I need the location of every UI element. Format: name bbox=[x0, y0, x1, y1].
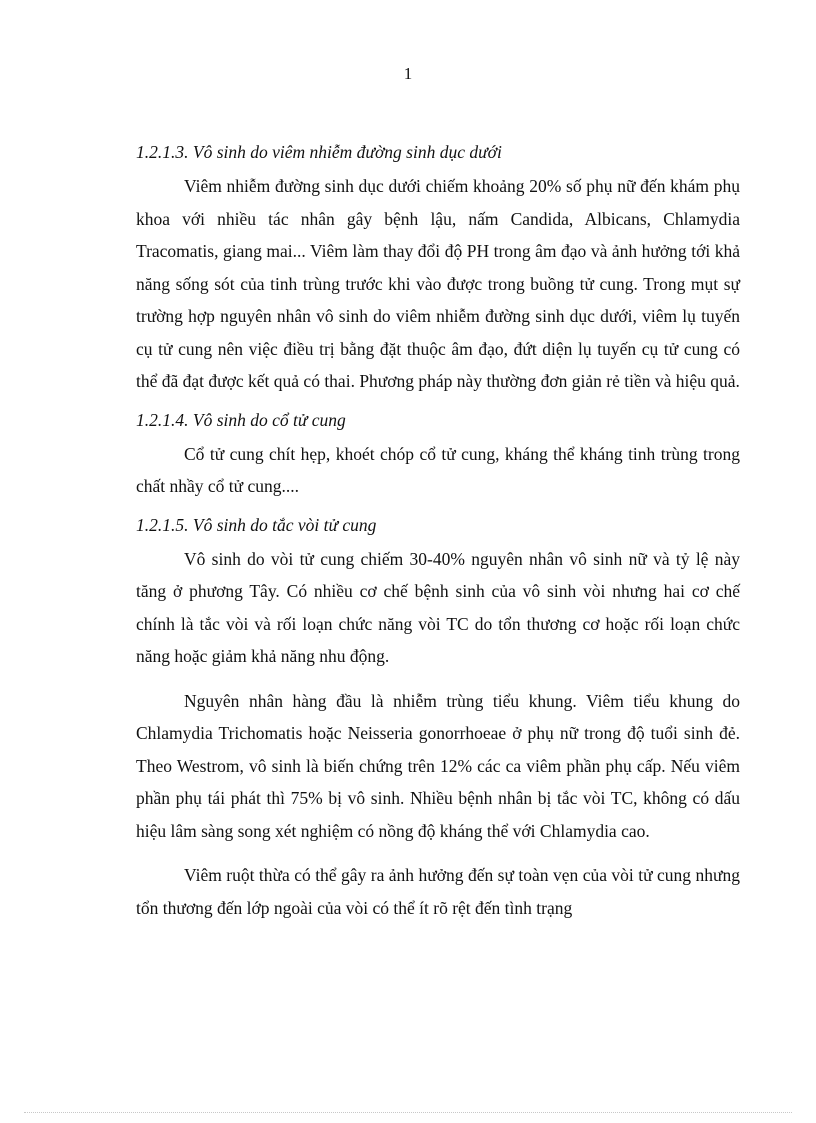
page-number: 1 bbox=[403, 64, 413, 83]
section-heading-1-2-1-4: 1.2.1.4. Vô sinh do cổ tử cung bbox=[136, 409, 346, 430]
document-body bbox=[136, 138, 740, 924]
paragraph-cervix: Cổ tử cung chít hẹp, khoét chóp cổ tử cung, kháng thể kháng tinh trùng trong chất nhầy cổ tử cung.... bbox=[136, 443, 740, 496]
footer-divider bbox=[24, 1112, 792, 1113]
section-heading-1-2-1-5: 1.2.1.5. Vô sinh do tắc vòi tử cung bbox=[136, 514, 377, 535]
paragraph-lower-genital-infection: Viêm nhiễm đường sinh dục dưới chiếm khoảng 20% số phụ nữ đến khám phụ khoa với nhiều tác nhân gây bệnh lậu, nấm Candida, Albicans, Chlamydia Tracomatis, giang mai... Viêm làm thay đổi độ PH trong âm đạo và ảnh hưởng tới khả năng sống sót của tinh trùng trước khi vào được trong buồng tử cung. Trong mụt sự trường hợp nguyên nhân vô sinh do viêm nhiễm đường sinh dục dưới, viêm lụ tuyến cụ tử cung nên việc điều trị bằng đặt thuộc âm đạo, đứt diện lụ tuyến cụ tử cung có thể đã đạt được kết quả có thai. Phương pháp này thường đơn giản rẻ tiền và hiệu quả. bbox=[136, 176, 740, 391]
paragraph-pelvic-infection: Nguyên nhân hàng đầu là nhiễm trùng tiểu khung. Viêm tiểu khung do Chlamydia Trichomatis hoặc Neisseria gonorrhoeae ở phụ nữ trong độ tuổi sinh đẻ. Theo Westrom, vô sinh là biến chứng trên 12% các ca viêm phần phụ cấp. Nếu viêm phần phụ tái phát thì 75% bị vô sinh. Nhiều bệnh nhân bị tắc vòi TC, không có dấu hiệu lâm sàng song xét nghiệm có nồng độ kháng thể với Chlamydia cao. bbox=[136, 690, 740, 841]
section-heading-1-2-1-3: 1.2.1.3. Vô sinh do viêm nhiễm đường sinh dục dưới bbox=[136, 142, 502, 162]
paragraph-appendicitis: Viêm ruột thừa có thể gây ra ảnh hưởng đến sự toàn vẹn của vòi tử cung nhưng tổn thương đến lớp ngoài của vòi có thể ít rõ rệt đến tình trạng bbox=[136, 865, 740, 918]
paragraph-tubal-overview: Vô sinh do vòi tử cung chiếm 30-40% nguyên nhân vô sinh nữ và tỷ lệ này tăng ở phương Tây. Có nhiều cơ chế bệnh sinh của vô sinh vòi nhưng hai cơ chế chính là tắc vòi và rối loạn chức năng vòi TC do tổn thương cơ hoặc rối loạn chức năng hoặc giảm khả năng nhu động. bbox=[136, 548, 740, 666]
